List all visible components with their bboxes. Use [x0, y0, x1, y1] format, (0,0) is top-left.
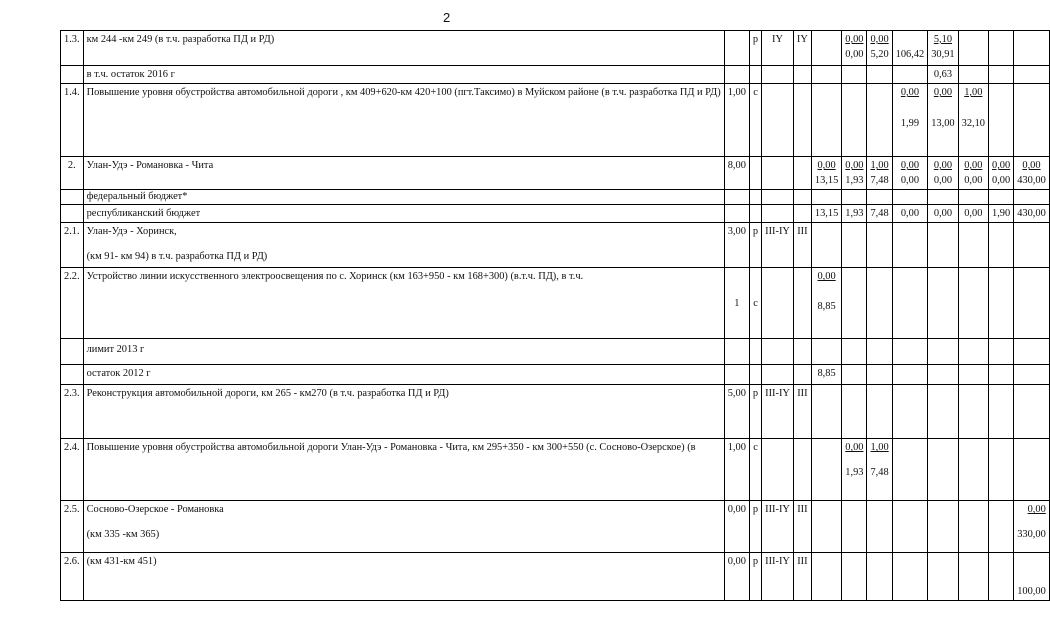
row-name: Повышение уровня обустройства автомобильной дороги Улан-Удэ - Романовка - Чита, км 295+350 - км 300+550 (с. Сосново-Озерское) (в	[83, 439, 724, 501]
value-cell: 0,00 1,93	[842, 157, 867, 190]
row-name: Улан-Удэ - Романовка - Чита	[83, 157, 724, 190]
length: 5,00	[724, 385, 749, 439]
row-number: 2.2.	[61, 268, 84, 339]
value-cell: 0,00 13,15	[811, 157, 841, 190]
row-number: 2.5.	[61, 501, 84, 553]
category-from: III-IY	[762, 553, 794, 601]
value-cell: 0,00 0,00	[842, 31, 867, 66]
value-cell: 0,00 0,00	[958, 157, 988, 190]
road-type: р	[749, 385, 761, 439]
table-row	[61, 223, 1050, 268]
value-cell: 0,00 0,00	[928, 157, 958, 190]
table-row	[61, 365, 1050, 385]
row-number: 1.4.	[61, 84, 84, 157]
table-row	[61, 31, 1050, 66]
value-cell: 0,00 1,99	[892, 84, 928, 157]
value-cell: 0,00 430,00	[1014, 157, 1050, 190]
category-to: III	[793, 223, 811, 268]
table-row	[61, 439, 1050, 501]
row-name: Реконструкция автомобильной дороги, км 265 - км270 (в т.ч. разработка ПД и РД)	[83, 385, 724, 439]
category-from: III-IY	[762, 385, 794, 439]
value-cell: 0,00	[928, 205, 958, 223]
table-row	[61, 84, 1050, 157]
row-name: Повышение уровня обустройства автомобильной дороги , км 409+620-км 420+100 (пгт.Таксимо) в Муйском районе (в т.ч. разработка ПД и РД)	[83, 84, 724, 157]
road-type: с	[749, 439, 761, 501]
row-number: 2.6.	[61, 553, 84, 601]
table-row	[61, 66, 1050, 84]
row-number: 2.	[61, 157, 84, 190]
table-row	[61, 268, 1050, 339]
row-number: 2.4.	[61, 439, 84, 501]
length: 0,00	[724, 501, 749, 553]
table-row	[61, 339, 1050, 365]
row-name: Устройство линии искусственного электроосвещения по с. Хоринск (км 163+950 - км 168+300) (в.т.ч. ПД), в т.ч.	[83, 268, 724, 339]
value-cell: 0,00 13,00	[928, 84, 958, 157]
row-number: 1.3.	[61, 31, 84, 66]
row-number: 2.3.	[61, 385, 84, 439]
value-cell: 1,00 32,10	[958, 84, 988, 157]
row-name: в т.ч. остаток 2016 г	[83, 66, 724, 84]
table-row	[61, 501, 1050, 553]
road-type: р	[749, 223, 761, 268]
value-cell: 0,00 1,93	[842, 439, 867, 501]
table-row	[61, 553, 1050, 601]
row-name: (км 431-км 451)	[83, 553, 724, 601]
value-cell: 1,00 7,48	[867, 439, 892, 501]
row-name: лимит 2013 г	[83, 339, 724, 365]
table-row	[61, 190, 1050, 205]
category-from: IY	[762, 31, 794, 66]
road-type: с	[749, 84, 761, 157]
value-cell: 0,00	[958, 205, 988, 223]
table-row	[61, 385, 1050, 439]
value-cell: 5,10 30,91	[928, 31, 958, 66]
length: 1,00	[724, 84, 749, 157]
length: 0,00	[724, 553, 749, 601]
value-cell: 1,93	[842, 205, 867, 223]
value-cell: 430,00	[1014, 205, 1050, 223]
category-from: III-IY	[762, 501, 794, 553]
value-cell: 106,42	[892, 31, 928, 66]
row-number: 2.1.	[61, 223, 84, 268]
value-cell: 100,00	[1014, 553, 1050, 601]
row-name: остаток 2012 г	[83, 365, 724, 385]
value-cell: 0,00 8,85	[811, 268, 841, 339]
row-name: Сосново-Озерское - Романовка (км 335 -км 365)	[83, 501, 724, 553]
length: 3,00	[724, 223, 749, 268]
page-number: 2	[443, 10, 451, 25]
table-row	[61, 157, 1050, 190]
row-name: федеральный бюджет*	[83, 190, 724, 205]
value-cell: 0,63	[928, 66, 958, 84]
row-name: км 244 -км 249 (в т.ч. разработка ПД и РД)	[83, 31, 724, 66]
road-type: р	[749, 553, 761, 601]
category-from: III-IY	[762, 223, 794, 268]
value-cell: 0,00 330,00	[1014, 501, 1050, 553]
value-cell: 1,90	[989, 205, 1014, 223]
budget-table	[60, 30, 1050, 601]
road-type: с	[749, 268, 761, 339]
table-row	[61, 205, 1050, 223]
value-cell: 8,85	[811, 365, 841, 385]
value-cell: 0,00 0,00	[989, 157, 1014, 190]
value-cell: 1,00 7,48	[867, 157, 892, 190]
length: 1,00	[724, 439, 749, 501]
length: 8,00	[724, 157, 749, 190]
category-to: III	[793, 385, 811, 439]
row-name: республиканский бюджет	[83, 205, 724, 223]
value-cell: 0,00 5,20	[867, 31, 892, 66]
value-cell: 0,00	[892, 205, 928, 223]
row-name: Улан-Удэ - Хоринск, (км 91- км 94) в т.ч. разработка ПД и РД)	[83, 223, 724, 268]
value-cell: 0,00 0,00	[892, 157, 928, 190]
category-to: III	[793, 501, 811, 553]
value-cell: 7,48	[867, 205, 892, 223]
value-cell: 13,15	[811, 205, 841, 223]
road-type: р	[749, 31, 761, 66]
category-to: III	[793, 553, 811, 601]
length: 1	[724, 268, 749, 339]
road-type: р	[749, 501, 761, 553]
category-to: IY	[793, 31, 811, 66]
